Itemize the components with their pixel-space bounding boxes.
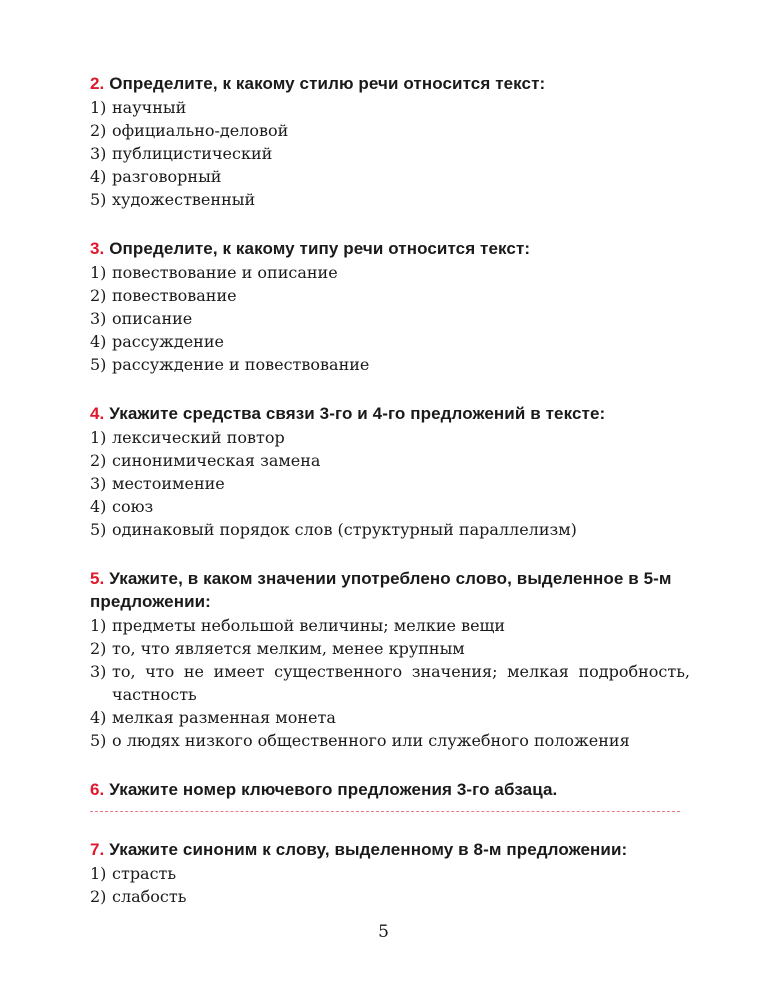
answer-option — [90, 660, 690, 706]
option-text: мелкая разменная монета — [112, 708, 336, 727]
answer-option — [90, 495, 690, 518]
option-number: 1) — [90, 616, 107, 635]
question-number: 6. — [90, 780, 105, 799]
answer-options — [90, 862, 690, 908]
question-number: 7. — [90, 840, 105, 859]
option-text: лексический повтор — [112, 428, 285, 447]
answer-option — [90, 261, 690, 284]
answer-options — [90, 614, 690, 752]
question-number: 3. — [90, 239, 105, 258]
answer-option — [90, 706, 690, 729]
option-number: 3) — [90, 474, 107, 493]
option-text: официально-деловой — [112, 121, 289, 140]
question-4 — [90, 402, 690, 541]
option-number: 5) — [90, 190, 107, 209]
option-number: 5) — [90, 731, 107, 750]
answer-option — [90, 449, 690, 472]
option-number: 3) — [90, 662, 107, 681]
option-number: 2) — [90, 639, 107, 658]
answer-options — [90, 426, 690, 541]
question-7 — [90, 838, 690, 908]
option-number: 1) — [90, 98, 107, 117]
answer-option — [90, 518, 690, 541]
answer-option — [90, 330, 690, 353]
answer-options — [90, 261, 690, 376]
question-heading — [90, 567, 690, 613]
option-number: 4) — [90, 332, 107, 351]
option-text: слабость — [112, 887, 187, 906]
question-number: 5. — [90, 569, 105, 588]
answer-option — [90, 885, 690, 908]
option-number: 5) — [90, 520, 107, 539]
option-text: повествование — [112, 286, 237, 305]
answer-option — [90, 284, 690, 307]
question-heading — [90, 402, 690, 425]
option-text: страсть — [112, 864, 177, 883]
page-number: 5 — [378, 922, 389, 942]
question-number: 2. — [90, 74, 105, 93]
question-heading — [90, 237, 690, 260]
option-text: научный — [112, 98, 187, 117]
answer-option — [90, 96, 690, 119]
question-text: Укажите синоним к слову, выделенному в 8-м предложении: — [109, 840, 628, 859]
question-3 — [90, 237, 690, 376]
question-text: Определите, к какому типу речи относится текст: — [109, 239, 531, 258]
option-number: 5) — [90, 355, 107, 374]
answer-option — [90, 188, 690, 211]
answer-option — [90, 353, 690, 376]
question-text: Определите, к какому стилю речи относится текст: — [109, 74, 546, 93]
option-number: 1) — [90, 428, 107, 447]
answer-option — [90, 426, 690, 449]
question-text: Укажите номер ключевого предложения 3-го абзаца. — [109, 780, 558, 799]
option-number: 2) — [90, 887, 107, 906]
option-text: повествование и описание — [112, 263, 338, 282]
option-text: публицистический — [112, 144, 273, 163]
answer-option — [90, 862, 690, 885]
option-text: местоимение — [112, 474, 225, 493]
option-text: предметы небольшой величины; мелкие вещи — [112, 616, 506, 635]
question-number: 4. — [90, 404, 105, 423]
option-text: художественный — [112, 190, 256, 209]
option-text: синонимическая замена — [112, 451, 321, 470]
option-text: рассуждение и повествование — [112, 355, 370, 374]
option-text: союз — [112, 497, 154, 516]
question-heading — [90, 72, 690, 95]
question-6 — [90, 778, 690, 812]
answer-option — [90, 119, 690, 142]
answer-line[interactable] — [90, 811, 680, 812]
option-text: то, что не имеет существенного значения; мелкая подробность, частность — [112, 662, 690, 704]
answer-option — [90, 614, 690, 637]
option-text: одинаковый порядок слов (структурный параллелизм) — [112, 520, 577, 539]
answer-option — [90, 472, 690, 495]
option-number: 4) — [90, 167, 107, 186]
option-number: 1) — [90, 864, 107, 883]
option-text: о людях низкого общественного или служебного положения — [112, 731, 630, 750]
question-5 — [90, 567, 690, 752]
option-number: 2) — [90, 121, 107, 140]
answer-option — [90, 729, 690, 752]
option-text: описание — [112, 309, 193, 328]
question-text: Укажите средства связи 3-го и 4-го предложений в тексте: — [109, 404, 606, 423]
answer-option — [90, 637, 690, 660]
option-number: 2) — [90, 286, 107, 305]
question-heading — [90, 778, 690, 801]
option-text: рассуждение — [112, 332, 224, 351]
option-number: 3) — [90, 144, 107, 163]
option-number: 1) — [90, 263, 107, 282]
answer-option — [90, 165, 690, 188]
answer-option — [90, 307, 690, 330]
question-2 — [90, 72, 690, 211]
answer-option — [90, 142, 690, 165]
question-heading — [90, 838, 690, 861]
questions-list — [90, 72, 690, 934]
question-text: Укажите, в каком значении употреблено слово, выделенное в 5-м предложении: — [90, 569, 672, 611]
option-text: разговорный — [112, 167, 222, 186]
option-number: 4) — [90, 708, 107, 727]
answer-options — [90, 96, 690, 211]
option-text: то, что является мелким, менее крупным — [112, 639, 465, 658]
option-number: 4) — [90, 497, 107, 516]
option-number: 2) — [90, 451, 107, 470]
option-number: 3) — [90, 309, 107, 328]
